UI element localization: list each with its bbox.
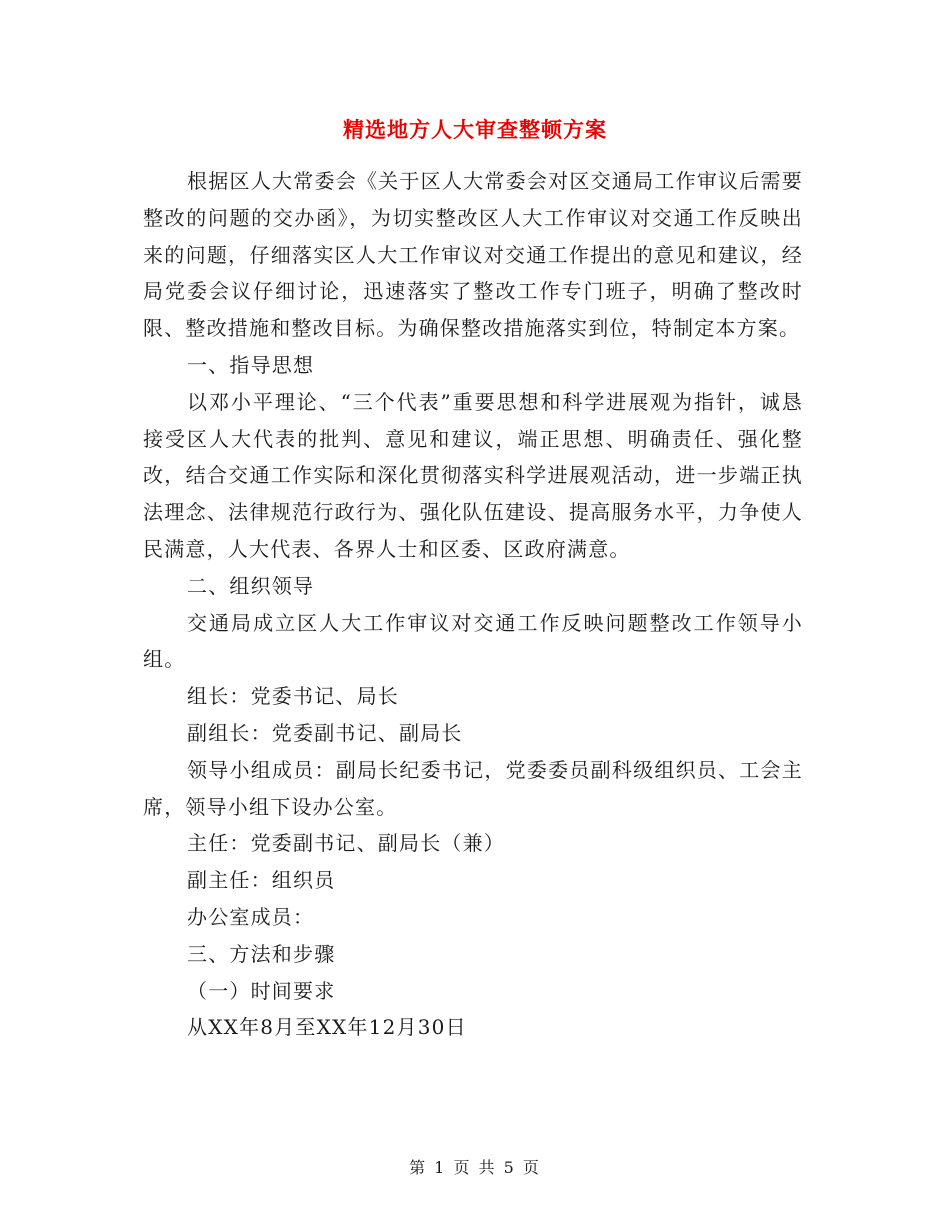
section-heading-methods: 三、方法和步骤	[187, 941, 336, 966]
paragraph-guiding-ideology: 以邓小平理论、“三个代表”重要思想和科学进展观为指针，诚恳接受区人大代表的批判、意见和建议，端正思想、明确责任、强化整改，结合交通工作实际和深化贯彻落实科学进展观活动，进一步端正执法理念、法律规范行政行为、强化队伍建设、提高服务水平，力争使人民满意，人大代表、各界人士和区委、区政府满意。	[143, 389, 803, 561]
paragraph-members: 领导小组成员：副局长纪委书记，党委委员副科级组织员、工会主席，领导小组下设办公室。	[143, 757, 803, 819]
subsection-heading-time: （一）时间要求	[187, 978, 336, 1003]
document-body	[143, 163, 803, 1046]
section-heading-organization: 二、组织领导	[187, 573, 315, 598]
paragraph-intro: 根据区人大常委会《关于区人大常委会对区交通局工作审议后需要整改的问题的交办函》，为切实整改区人大工作审议对交通工作反映出来的问题，仔细落实区人大工作审议对交通工作提出的意见和建议，经局党委会议仔细讨论，迅速落实了整改工作专门班子，明确了整改时限、整改措施和整改目标。为确保整改措施落实到位，特制定本方案。	[143, 169, 803, 341]
page-footer: 第 1 页 共 5 页	[409, 1158, 541, 1177]
paragraph-deputy-director: 副主任：组织员	[187, 868, 336, 893]
document-title: 精选地方人大审查整顿方案	[343, 118, 607, 142]
section-heading-guiding-ideology: 一、指导思想	[187, 352, 315, 377]
paragraph-office-members: 办公室成员：	[187, 904, 315, 929]
paragraph-deputy-leader: 副组长：党委副书记、副局长	[187, 720, 463, 745]
paragraph-director: 主任：党委副书记、副局长（兼）	[187, 831, 505, 856]
paragraph-organization: 交通局成立区人大工作审议对交通工作反映问题整改工作领导小组。	[143, 610, 803, 672]
paragraph-group-leader: 组长：党委书记、局长	[187, 684, 399, 709]
paragraph-time-range: 从XX年8月至XX年12月30日	[187, 1015, 467, 1040]
